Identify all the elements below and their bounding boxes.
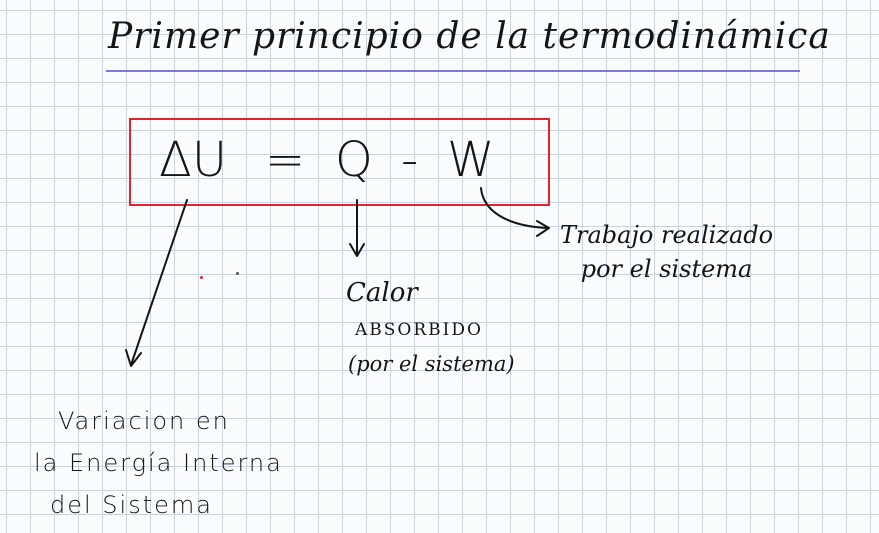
label-heat-by-system: (por el sistema) <box>348 352 515 376</box>
ink-speck <box>236 272 239 275</box>
label-heat-absorbed: ABSORBIDO <box>355 320 483 340</box>
label-energy-line-2: la Energía Interna <box>34 449 283 477</box>
formula-equals: = <box>265 132 306 188</box>
label-internal-energy <box>34 400 283 526</box>
label-heat: Calor <box>346 278 418 308</box>
label-work-line-2: por el sistema <box>580 255 753 283</box>
label-work-line-1: Trabajo realizado <box>560 221 774 249</box>
formula-delta-u: ΔU <box>159 132 227 188</box>
label-energy-line-1: Variacion en <box>58 407 230 435</box>
arrow-delta-u <box>131 200 187 365</box>
label-energy-line-3: del Sistema <box>50 491 213 519</box>
ink-speck <box>200 276 203 279</box>
formula-w: W <box>447 132 495 188</box>
formula-q: Q <box>335 132 373 188</box>
page-title: Primer principio de la termodinámica <box>108 16 831 57</box>
label-work-done <box>560 218 773 286</box>
formula-minus: - <box>401 132 419 188</box>
